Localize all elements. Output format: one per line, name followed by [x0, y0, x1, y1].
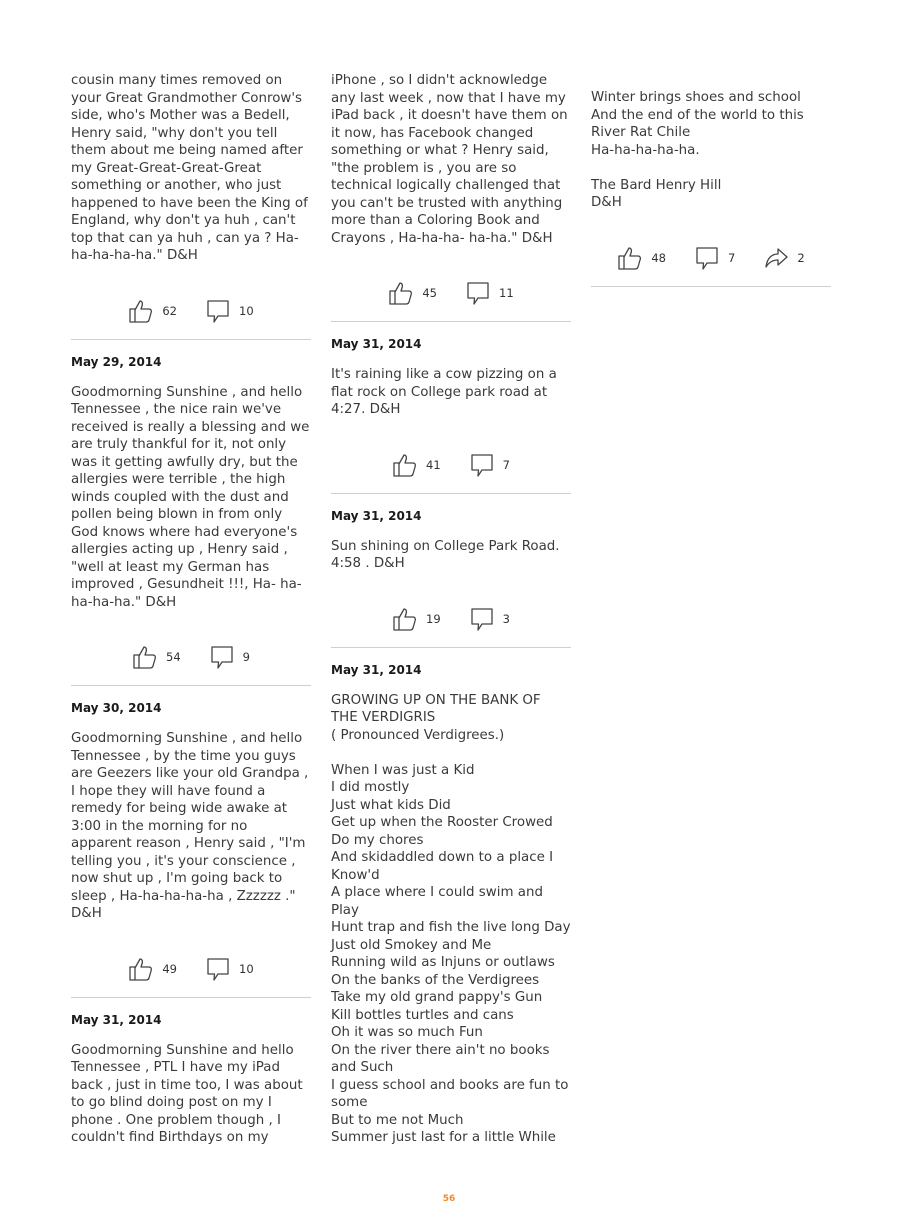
divider: [331, 647, 571, 648]
like-count: 41: [426, 457, 441, 472]
post-text: cousin many times removed on your Great Grandmother Conrow's side, who's Mother was a Bedell, Henry said, "why don't you tell them about me being named after my Great-Great-Great-Great something or another, who just happened to have been the King of England, why don't ya huh , can't top that can ya huh , can ya ? Ha-ha-ha-ha-ha." D&H: [71, 73, 308, 263]
comment-group[interactable]: [465, 280, 514, 306]
reaction-bar: [331, 450, 571, 480]
like-count: 62: [162, 303, 177, 318]
post-date: May 31, 2014: [331, 508, 422, 523]
like-count: 19: [426, 611, 441, 626]
comment-icon[interactable]: [694, 245, 720, 271]
thumbs-up-icon[interactable]: [132, 644, 158, 670]
column-1: [71, 72, 311, 1147]
comment-count: 11: [499, 286, 514, 300]
comment-count: 3: [502, 611, 510, 626]
post-date: May 30, 2014: [71, 701, 162, 715]
divider: [331, 321, 571, 322]
post-date: May 31, 2014: [331, 662, 422, 677]
reaction-bar: [71, 642, 311, 672]
divider: [71, 685, 311, 686]
like-count: 49: [162, 961, 177, 976]
like-group[interactable]: [617, 245, 666, 271]
post-date: May 31, 2014: [331, 337, 422, 351]
share-group[interactable]: [763, 245, 804, 271]
thumbs-up-icon[interactable]: [617, 245, 643, 271]
comment-group[interactable]: [205, 956, 254, 982]
comment-group[interactable]: [209, 644, 250, 670]
like-group[interactable]: [392, 452, 441, 478]
divider: [71, 339, 311, 340]
share-arrow-icon[interactable]: [763, 245, 789, 271]
like-count: 45: [422, 286, 437, 300]
comment-icon[interactable]: [465, 280, 491, 306]
comment-group[interactable]: [469, 452, 510, 478]
comment-count: 10: [239, 303, 254, 318]
thumbs-up-icon[interactable]: [392, 452, 418, 478]
thumbs-up-icon[interactable]: [392, 606, 418, 632]
comment-count: 7: [502, 457, 510, 472]
thumbs-up-icon[interactable]: [128, 298, 154, 324]
comment-count: 7: [727, 250, 736, 265]
comment-count: 9: [242, 650, 250, 664]
post-text: It's raining like a cow pizzing on a flat rock on College park road at 4:27. D&H: [331, 367, 557, 417]
comment-group[interactable]: [469, 606, 510, 632]
like-group[interactable]: [128, 956, 177, 982]
post-text: Winter brings shoes and school And the end of the world to this River Rat Chile Ha-ha-ha-ha-ha. The Bard Henry Hill D&H: [591, 90, 804, 210]
post-text: Goodmorning Sunshine , and hello Tennessee , by the time you guys are Geezers like your old Grandpa , I hope they will have found a remedy for being wide awake at 3:00 in the morning for no apparent reason , Henry said , "I'm telling you , it's your conscience , now shut up , I'm going back to sleep , Ha-ha-ha-ha-ha , Zzzzzz ." D&H: [71, 731, 309, 921]
comment-icon[interactable]: [205, 956, 231, 982]
post-text: Goodmorning Sunshine and hello Tennessee , PTL I have my iPad back , just in time too, I was about to go blind doing post on my I phone . One problem though , I couldn't find Birthdays on my: [71, 1042, 303, 1145]
comment-icon[interactable]: [205, 298, 231, 324]
column-2: [331, 72, 571, 1147]
thumbs-up-icon[interactable]: [388, 280, 414, 306]
like-group[interactable]: [132, 644, 181, 670]
comment-group[interactable]: [205, 298, 254, 324]
reaction-bar: [331, 604, 571, 634]
comment-icon[interactable]: [209, 644, 235, 670]
post-text: iPhone , so I didn't acknowledge any last week , now that I have my iPad back , it doesn't have them on it now, has Facebook changed something or what ? Henry said, "the problem is , you are so technical logically challenged that you can't be trusted with anything more than a Coloring Book and Crayons , Ha-ha-ha- ha-ha." D&H: [331, 73, 568, 246]
like-group[interactable]: [388, 280, 437, 306]
column-3: [591, 89, 831, 287]
comment-group[interactable]: [694, 245, 735, 271]
like-group[interactable]: [128, 298, 177, 324]
divider: [591, 286, 831, 287]
like-count: 48: [651, 250, 666, 265]
post-text: GROWING UP ON THE BANK OF THE VERDIGRIS ( Pronounced Verdigrees.) When I was just a Kid I did mostly Just what kids Did Get up when the Rooster Crowed Do my chores And skidaddled down to a place I Know'd A place where I could swim and Play Hunt trap and fish the live long Day Just old Smokey and Me Running wild as Injuns or outlaws On the banks of the Verdigrees Take my old grand pappy's Gun Kill bottles turtles and cans Oh it was so much Fun On the river there ain't no books and Such I guess school and books are fun to some But to me not Much Summer just last for a little While: [331, 692, 571, 1145]
divider: [331, 493, 571, 494]
post-text: Sun shining on College Park Road. 4:58 . D&H: [331, 538, 560, 571]
divider: [71, 997, 311, 998]
reaction-bar: [331, 278, 571, 308]
comment-count: 10: [239, 961, 254, 976]
like-count: 54: [166, 650, 181, 664]
reaction-bar: [71, 296, 311, 326]
post-text: Goodmorning Sunshine , and hello Tennessee , the nice rain we've received is really a blessing and we are truly thankful for it, not only was it getting awfully dry, but the allergies were terrible , the high winds coupled with the dust and pollen being blown in from only God knows where had everyone's allergies acting up , Henry said , "well at least my German has improved , Gesundheit !!!, Ha- ha-ha-ha-ha." D&H: [71, 384, 310, 610]
comment-icon[interactable]: [469, 452, 495, 478]
reaction-bar: [591, 243, 831, 273]
share-count: 2: [797, 250, 805, 265]
page-number: 56: [442, 1194, 456, 1204]
post-date: May 29, 2014: [71, 354, 162, 369]
comment-icon[interactable]: [469, 606, 495, 632]
thumbs-up-icon[interactable]: [128, 956, 154, 982]
reaction-bar: [71, 954, 311, 984]
post-date: May 31, 2014: [71, 1012, 162, 1027]
like-group[interactable]: [392, 606, 441, 632]
